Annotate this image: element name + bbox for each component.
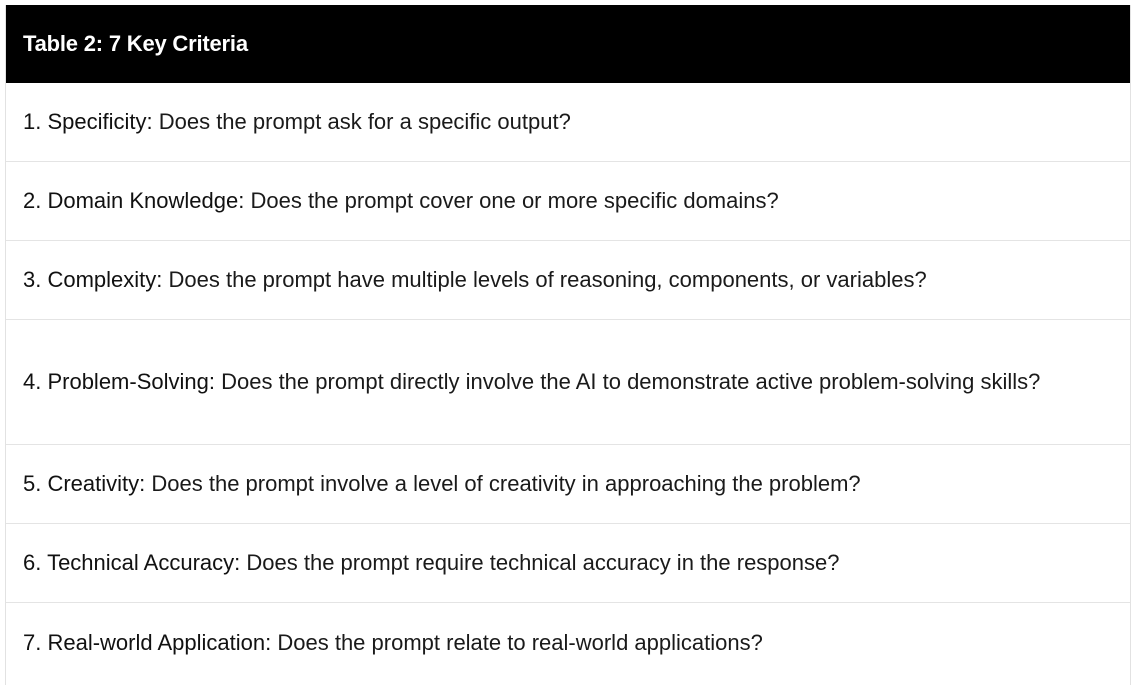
row-text	[23, 178, 779, 224]
row-text	[23, 461, 861, 507]
criterion-label: 2. Domain Knowledge:	[23, 188, 245, 213]
table-title: Table 2: 7 Key Criteria	[6, 5, 1130, 83]
criterion-label: 4. Problem-Solving:	[23, 369, 215, 394]
table-row	[6, 524, 1130, 603]
criterion-label: 7. Real-world Application:	[23, 629, 272, 655]
row-text	[23, 359, 1040, 405]
table-row	[6, 320, 1130, 445]
row-text	[23, 99, 571, 145]
criterion-description: Does the prompt require technical accuracy in the response?	[240, 550, 840, 575]
criterion-label: 5. Creativity:	[23, 471, 146, 496]
table-row	[6, 445, 1130, 524]
criterion-description: Does the prompt relate to real-world applications?	[271, 629, 763, 655]
table-row	[6, 603, 1130, 682]
row-text	[23, 540, 839, 586]
criterion-description: Does the prompt have multiple levels of reasoning, components, or variables?	[162, 267, 927, 292]
criterion-label: 1. Specificity:	[23, 109, 153, 134]
criterion-description: Does the prompt ask for a specific output?	[152, 109, 571, 134]
row-text	[23, 620, 763, 666]
row-text	[23, 257, 927, 303]
criteria-table	[5, 5, 1131, 685]
table-row	[6, 83, 1130, 162]
table-row	[6, 241, 1130, 320]
criterion-label: 3. Complexity:	[23, 267, 163, 292]
table-row	[6, 162, 1130, 241]
criterion-description: Does the prompt involve a level of creativity in approaching the problem?	[145, 471, 861, 496]
criterion-label: 6. Technical Accuracy:	[23, 550, 241, 575]
criterion-description: Does the prompt directly involve the AI to demonstrate active problem-solving skills?	[214, 369, 1041, 394]
criterion-description: Does the prompt cover one or more specific domains?	[244, 188, 779, 213]
